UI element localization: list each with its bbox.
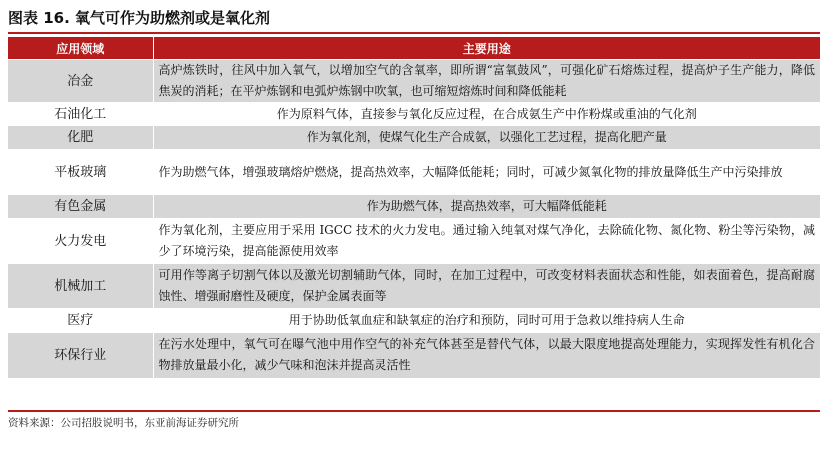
application-cell: 环保行业 (8, 333, 153, 378)
table-row (8, 264, 820, 309)
figure-title: 图表 16. 氧气可作为助燃剂或是氧化剂 (8, 9, 271, 27)
use-cell: 作为氧化剂，主要应用于采用 IGCC 技术的火力发电。通过输入纯氧对煤气净化，去除硫化物、氮化物、粉尘等污染物，减少了环境污染，提高能源使用效率 (153, 219, 820, 264)
application-cell: 石油化工 (8, 103, 153, 126)
table-row (8, 195, 820, 219)
application-cell: 有色金属 (8, 195, 153, 219)
table-header-row (8, 37, 820, 60)
use-cell: 作为助燃气体，提高热效率，可大幅降低能耗 (153, 195, 820, 219)
header-application: 应用领域 (8, 37, 153, 60)
table-row (8, 103, 820, 126)
table-row (8, 60, 820, 103)
use-cell: 作为氧化剂，使煤气化生产合成氨，以强化工艺过程，提高化肥产量 (153, 126, 820, 150)
table-row (8, 309, 820, 333)
application-cell: 火力发电 (8, 219, 153, 264)
use-cell: 作为原料气体，直接参与氧化反应过程，在合成氨生产中作粉煤或重油的气化剂 (153, 103, 820, 126)
use-cell: 作为助燃气体，增强玻璃熔炉燃烧，提高热效率，大幅降低能耗；同时，可减少氮氧化物的排放量降低生产中污染排放 (153, 150, 820, 195)
source-note: 资料来源：公司招股说明书，东亚前海证券研究所 (8, 417, 239, 429)
header-main-use: 主要用途 (153, 37, 820, 60)
table-row (8, 126, 820, 150)
application-cell: 冶金 (8, 60, 153, 103)
bottom-rule (8, 410, 820, 412)
application-cell: 平板玻璃 (8, 150, 153, 195)
use-cell: 用于协助低氧血症和缺氧症的治疗和预防，同时可用于急救以维持病人生命 (153, 309, 820, 333)
use-cell: 可用作等离子切割气体以及激光切割辅助气体，同时，在加工过程中，可改变材料表面状态和性能，如表面着色，提高耐腐蚀性、增强耐磨性及硬度，保护金属表面等 (153, 264, 820, 309)
table-row (8, 333, 820, 378)
table-row (8, 219, 820, 264)
use-cell: 在污水处理中，氧气可在曝气池中用作空气的补充气体甚至是替代气体，以最大限度地提高处理能力，实现挥发性有机化合物排放量最小化，减少气味和泡沫并提高灵活性 (153, 333, 820, 378)
table-row (8, 150, 820, 195)
oxygen-use-table (8, 37, 820, 378)
application-cell: 机械加工 (8, 264, 153, 309)
use-cell: 高炉炼铁时，往风中加入氧气，以增加空气的含氧率，即所谓“富氧鼓风”，可强化矿石熔炼过程，提高炉子生产能力，降低焦炭的消耗；在平炉炼钢和电弧炉炼钢中吹氧，也可缩短熔炼时间和降低能耗 (153, 60, 820, 103)
title-rule (8, 32, 820, 34)
application-cell: 医疗 (8, 309, 153, 333)
application-cell: 化肥 (8, 126, 153, 150)
